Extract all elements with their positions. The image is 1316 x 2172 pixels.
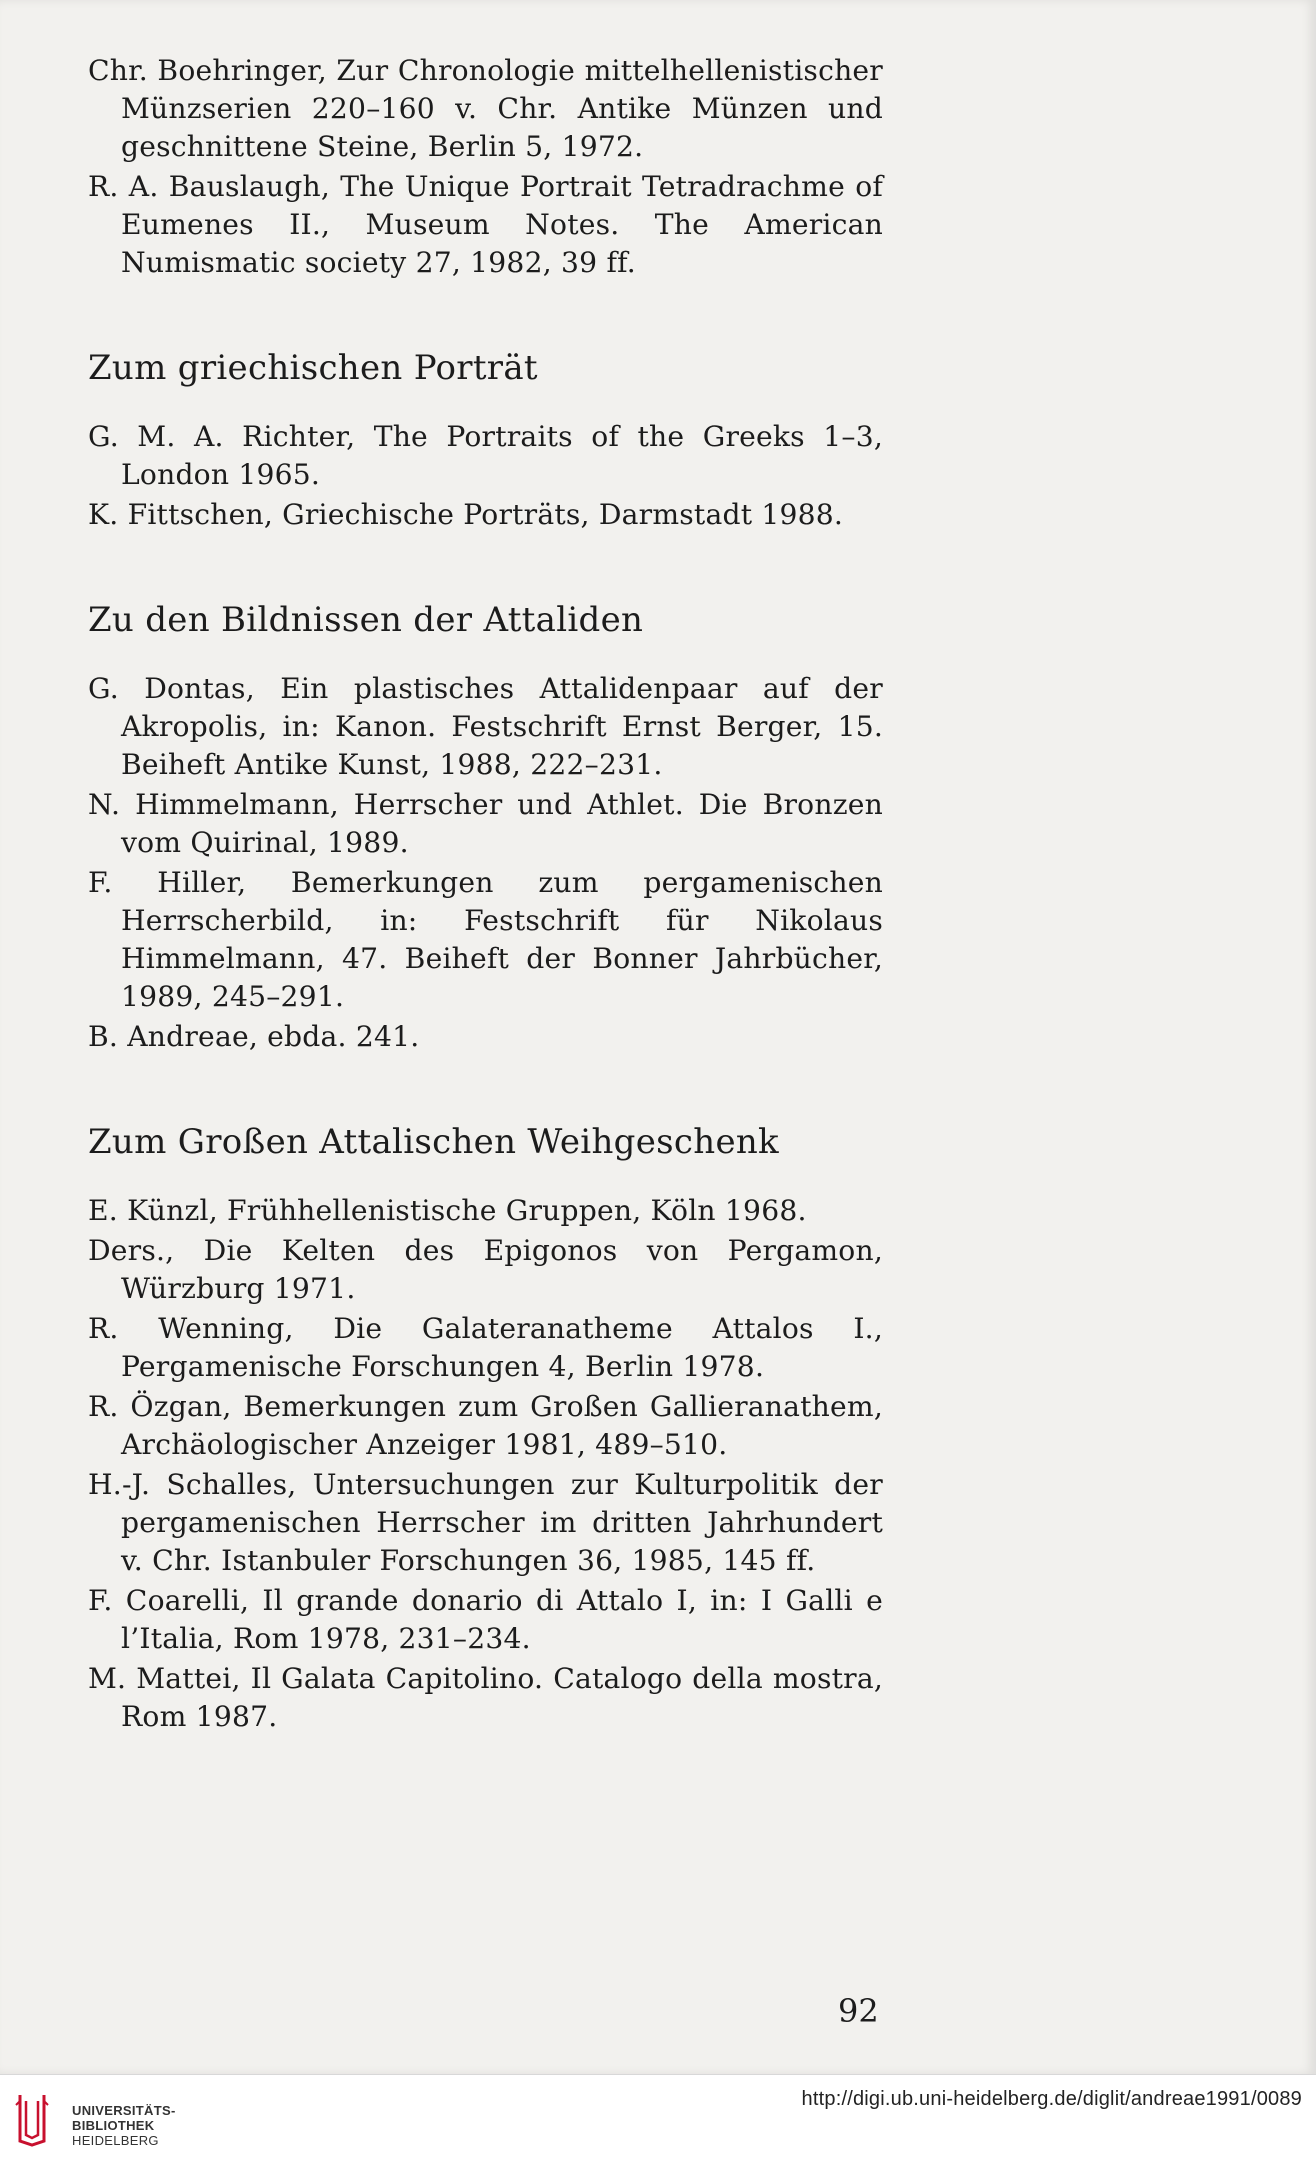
reference-entry: Chr. Boehringer, Zur Chronologie mittelhellenistischer Münzserien 220–160 v. Chr. Antike Münzen und geschnittene Steine, Berlin 5, 1972. — [88, 54, 883, 163]
reference-entry: R. A. Bauslaugh, The Unique Portrait Tetradrachme of Eumenes II., Museum Notes. The American Numismatic society 27, 1982, 39 ff. — [88, 170, 883, 279]
reference-entry: R. Özgan, Bemerkungen zum Großen Gallieranathem, Archäologischer Anzeiger 1981, 489–510. — [88, 1390, 883, 1461]
reference-entry: K. Fittschen, Griechische Porträts, Darmstadt 1988. — [88, 498, 844, 531]
reference-entry: F. Hiller, Bemerkungen zum pergamenischen Herrscherbild, in: Festschrift für Nikolaus Himmelmann, 47. Beiheft der Bonner Jahrbücher, 1989, 245–291. — [88, 866, 883, 1013]
permalink-url[interactable]: http://digi.ub.uni-heidelberg.de/diglit/andreae1991/0089 — [801, 2088, 1302, 2110]
bibliography — [88, 52, 883, 1738]
reference-entry: B. Andreae, ebda. 241. — [88, 1020, 420, 1053]
reference-entry: R. Wenning, Die Galateranatheme Attalos I., Pergamenische Forschungen 4, Berlin 1978. — [88, 1312, 883, 1383]
library-footer — [0, 2074, 1316, 2172]
reference-entry: M. Mattei, Il Galata Capitolino. Catalogo della mostra, Rom 1987. — [88, 1662, 883, 1733]
section-heading: Zum griechischen Porträt — [88, 348, 538, 388]
reference-entry: Ders., Die Kelten des Epigonos von Pergamon, Würzburg 1971. — [88, 1234, 883, 1305]
library-logo-icon — [12, 2091, 52, 2149]
reference-entry: N. Himmelmann, Herrscher und Athlet. Die Bronzen vom Quirinal, 1989. — [88, 788, 883, 859]
institution-name — [72, 2103, 176, 2148]
reference-entry: G. Dontas, Ein plastisches Attalidenpaar auf der Akropolis, in: Kanon. Festschrift Ernst Berger, 15. Beiheft Antike Kunst, 1988, 222–231. — [88, 672, 883, 781]
section-heading: Zu den Bildnissen der Attaliden — [88, 600, 644, 640]
institution-line: BIBLIOTHEK — [72, 2118, 155, 2133]
reference-entry: G. M. A. Richter, The Portraits of the Greeks 1–3, London 1965. — [88, 420, 883, 491]
section-heading: Zum Großen Attalischen Weihgeschenk — [88, 1122, 779, 1162]
institution-line: UNIVERSITÄTS- — [72, 2103, 176, 2118]
reference-entry: H.-J. Schalles, Untersuchungen zur Kulturpolitik der pergamenischen Herrscher im dritten Jahrhundert v. Chr. Istanbuler Forschungen 36, 1985, 145 ff. — [88, 1468, 883, 1577]
reference-entry: F. Coarelli, Il grande donario di Attalo I, in: I Galli e l’Italia, Rom 1978, 231–234. — [88, 1584, 883, 1655]
institution-line: HEIDELBERG — [72, 2133, 159, 2148]
reference-entry: E. Künzl, Frühhellenistische Gruppen, Köln 1968. — [88, 1194, 807, 1227]
page-number: 92 — [838, 1992, 879, 2030]
